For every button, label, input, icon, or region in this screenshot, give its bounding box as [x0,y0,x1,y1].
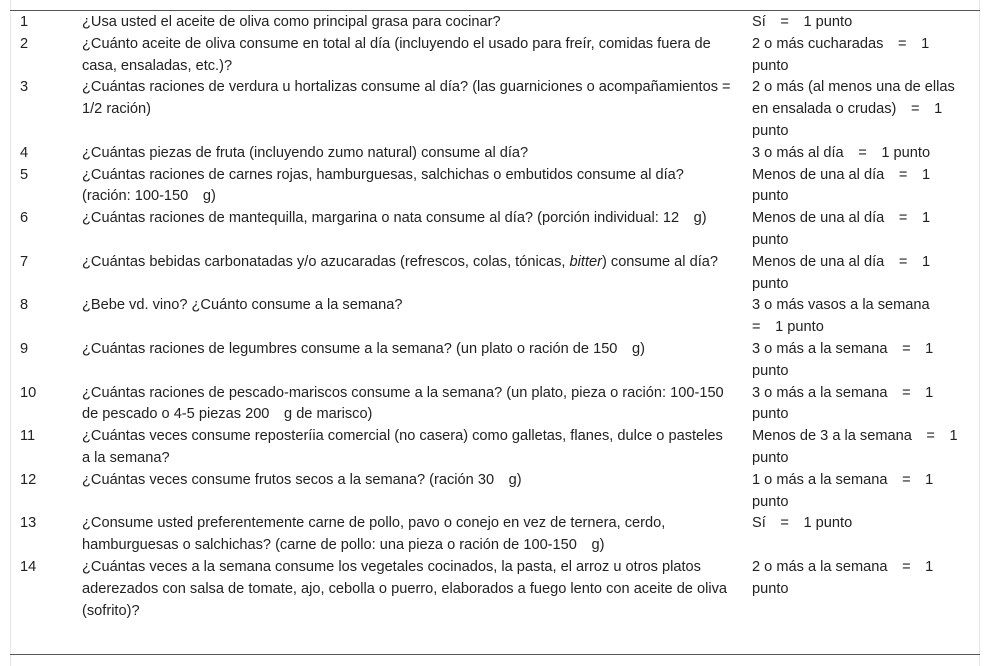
question-text-part: ¿Cuántas raciones de legumbres consume a la semana? (un plato o ración de 150 g) [82,340,645,357]
item-number: 3 [20,79,29,96]
question-text [82,470,752,514]
score-criterion: 3 o más vasos a la semana = 1 punto [752,297,945,336]
question-emphasis: bitter [569,253,602,270]
item-number: 7 [20,253,29,270]
table-row [10,470,980,514]
score-criterion: Menos de una al día = 1 punto [752,253,931,292]
table-bottom-rule [10,654,980,655]
question-text [82,295,752,339]
question-text-part: ¿Cuántas veces consume reposteríia comercial (no casera) como galletas, flanes, dulce o pasteles a la semana? [82,428,723,466]
question-text [82,143,752,165]
question-text-part: ¿Cuánto aceite de oliva consume en total al día (incluyendo el usado para freír, comidas fuera de casa, ensaladas, etc.)? [82,35,711,74]
table-row [10,295,980,339]
table-row [10,143,980,165]
item-number: 1 [20,14,29,30]
question-text [82,34,752,78]
question-text-part: ¿Cuántas raciones de mantequilla, margarina o nata consume al día? (porción individual: 12 g) [82,210,707,227]
table-row [10,426,980,470]
table-row [10,165,980,209]
score-criterion: Menos de una al día = 1 punto [752,210,931,248]
question-text [82,426,752,470]
item-number: 2 [20,35,29,52]
item-number: 9 [20,340,29,357]
score-criterion: Menos de 3 a la semana = 1 punto [752,428,958,466]
question-text-part: ¿Cuántas raciones de verdura u hortalizas consume al día? (las guarniciones o acompañamientos = 1/2 ración) [82,79,731,118]
table-row [10,252,980,296]
score-criterion: 3 o más al día = 1 punto [752,144,931,161]
table-top-rule [10,10,980,11]
item-number: 4 [20,144,29,161]
score-criterion: Menos de una al día = 1 punto [752,166,931,205]
question-text [82,165,752,209]
table-row [10,557,980,622]
score-criterion: Sí = 1 punto [752,515,853,532]
item-number: 14 [20,558,37,575]
question-text [82,339,752,383]
question-text-part: ¿Cuántas raciones de pescado-mariscos consume a la semana? (un plato, pieza o ración: 100-150 de pescado o 4-5 piezas 200 g de marisco) [82,384,724,423]
question-text-part: ¿Bebe vd. vino? ¿Cuánto consume a la semana? [82,297,403,314]
score-criterion: 2 o más a la semana = 1 punto [752,558,934,597]
question-text-part: ¿Consume usted preferentemente carne de pollo, pavo o conejo en vez de ternera, cerdo, hamburguesas o salchichas? (carne de pollo: una pieza o ración de 100-150 g) [82,515,666,554]
score-criterion: 2 o más cucharadas = 1 punto [752,35,930,74]
table-row [10,12,980,34]
score-criterion: 2 o más (al menos una de ellas en ensalada o crudas) = 1 punto [752,79,955,139]
question-text-part: ¿Cuántas veces consume frutos secos a la semana? (ración 30 g) [82,471,522,488]
question-text-part: ¿Cuántas veces a la semana consume los vegetales cocinados, la pasta, el arroz u otros platos aderezados con salsa de tomate, ajo, cebolla o puerro, elaborados a fuego lento con aceite de oliva (sofrito)? [82,558,727,619]
item-number: 11 [20,428,36,445]
item-number: 5 [20,166,29,183]
table-row [10,208,980,252]
question-text-part: ¿Cuántas piezas de fruta (incluyendo zumo natural) consume al día? [82,144,529,161]
item-number: 10 [20,384,37,401]
table-row [10,34,980,78]
table-row [10,383,980,427]
item-number: 8 [20,297,29,314]
table-row [10,77,980,142]
questionnaire-body [10,12,980,622]
table-row [10,513,980,557]
questionnaire-table [10,12,980,622]
question-text [82,77,752,142]
item-number: 13 [20,515,37,532]
score-criterion: 3 o más a la semana = 1 punto [752,340,934,379]
question-text [82,12,752,34]
item-number: 12 [20,471,37,488]
question-text [82,557,752,622]
question-text-part: ) consume al día? [601,253,718,270]
question-text [82,252,752,296]
question-text-part: ¿Cuántas raciones de carnes rojas, hamburguesas, salchichas o embutidos consume al día? (ración: 100-150 g) [82,166,684,205]
question-text [82,513,752,557]
question-text [82,383,752,427]
score-criterion: Sí = 1 punto [752,14,853,30]
question-text-part: ¿Cuántas bebidas carbonatadas y/o azucaradas (refrescos, colas, tónicas, [82,253,570,270]
score-criterion: 3 o más a la semana = 1 punto [752,384,934,423]
table-row [10,339,980,383]
question-text [82,208,752,252]
score-criterion: 1 o más a la semana = 1 punto [752,471,934,510]
question-text-part: ¿Usa usted el aceite de oliva como principal grasa para cocinar? [82,14,501,30]
item-number: 6 [20,210,29,227]
